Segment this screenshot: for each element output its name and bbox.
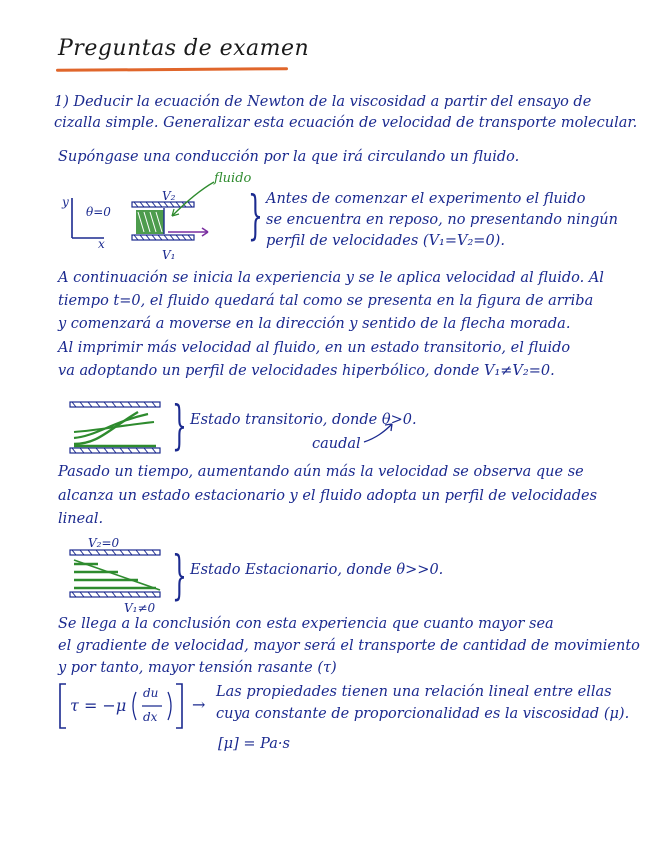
para2-line-2: tiempo t=0, el fluido quedará tal como se presenta en la figura de arriba bbox=[58, 293, 594, 309]
profile-curve-3 bbox=[74, 422, 154, 432]
question-line-2: cizalla simple. Generalizar esta ecuación de velocidad de transporte molecular. bbox=[54, 115, 638, 131]
formula-numerator: du bbox=[143, 686, 159, 700]
caudal-arrow-line bbox=[364, 424, 392, 442]
para3-line-1: Pasado un tiempo, aumentando aún más la velocidad se observa que se bbox=[58, 464, 584, 480]
bottom-plate bbox=[132, 235, 194, 240]
fluid-label: fluido bbox=[214, 171, 252, 186]
caudal-arrow bbox=[362, 420, 402, 446]
profile-curve-2 bbox=[74, 414, 148, 438]
stationary-v1-label: V₁≠0 bbox=[124, 601, 156, 615]
formula-desc-line-2: cuya constante de proporcionalidad es la viscosidad (μ). bbox=[216, 706, 630, 722]
title-underline bbox=[56, 67, 288, 72]
formula-denominator: dx bbox=[143, 710, 158, 724]
formula-lhs: τ = −μ bbox=[70, 696, 127, 715]
stationary-v2-label: V₂=0 bbox=[88, 536, 120, 550]
bottom-plate-hatch bbox=[134, 235, 192, 240]
para2-line-4: Al imprimir más velocidad al fluido, en un estado transitorio, el fluido bbox=[58, 340, 571, 356]
para2-line-1: A continuación se inicia la experiencia y se le aplica velocidad al fluido. Al bbox=[58, 270, 604, 286]
caudal-note: caudal bbox=[312, 436, 361, 452]
transient-label: Estado transitorio, donde θ>0. bbox=[190, 412, 417, 428]
stationary-label: Estado Estacionario, donde θ>>0. bbox=[190, 562, 444, 578]
desc1-line-2: se encuentra en reposo, no presentando ningún bbox=[266, 212, 618, 228]
desc1-line-1: Antes de comenzar el experimento el fluido bbox=[266, 191, 586, 207]
para3-line-3: lineal. bbox=[58, 511, 104, 527]
right-paren bbox=[168, 692, 171, 720]
brace-stationary: } bbox=[172, 546, 187, 606]
profile-envelope bbox=[74, 560, 160, 590]
conclusion-line-3: y por tanto, mayor tensión rasante (τ) bbox=[58, 660, 337, 676]
v2-label: V₂ bbox=[162, 189, 176, 203]
desc1-line-3: perfil de velocidades (V₁=V₂=0). bbox=[266, 233, 505, 249]
v1-label: V₁ bbox=[162, 248, 176, 262]
x-axis-label: x bbox=[98, 237, 105, 251]
bottom-plate-hatch bbox=[72, 592, 156, 597]
brace-transient: } bbox=[172, 396, 187, 456]
top-plate-hatch bbox=[72, 402, 156, 407]
viscosity-units: [μ] = Pa·s bbox=[218, 736, 290, 752]
conclusion-line-1: Se llega a la conclusión con esta experiencia que cuanto mayor sea bbox=[58, 616, 554, 632]
para2-line-3: y comenzará a moverse en la dirección y sentido de la flecha morada. bbox=[58, 316, 571, 332]
shear-figure-transient bbox=[68, 400, 168, 456]
formula-arrow: → bbox=[192, 695, 206, 714]
shear-figure-stationary bbox=[68, 548, 168, 600]
page-title: Preguntas de examen bbox=[58, 36, 310, 61]
bottom-plate-hatch bbox=[72, 448, 156, 453]
right-bracket bbox=[176, 684, 182, 728]
intro-text: Supóngase una conducción por la que irá circulando un fluido. bbox=[58, 149, 520, 165]
formula-desc-line-1: Las propiedades tienen una relación lineal entre ellas bbox=[216, 684, 612, 700]
brace-initial: } bbox=[248, 186, 263, 246]
top-plate-hatch bbox=[72, 550, 156, 555]
conclusion-line-2: el gradiente de velocidad, mayor será el transporte de cantidad de movimiento bbox=[58, 638, 640, 654]
para2-line-5: va adoptando un perfil de velocidades hiperbólico, donde V₁≠V₂=0. bbox=[58, 363, 555, 379]
left-bracket bbox=[60, 684, 66, 728]
fluid-pointer bbox=[172, 182, 214, 216]
question-line-1: 1) Deducir la ecuación de Newton de la viscosidad a partir del ensayo de bbox=[54, 94, 592, 110]
theta-label: θ=0 bbox=[86, 205, 111, 219]
y-axis-label: y bbox=[62, 195, 69, 209]
left-paren bbox=[133, 692, 136, 720]
para3-line-2: alcanza un estado estacionario y el fluido adopta un perfil de velocidades bbox=[58, 488, 598, 504]
